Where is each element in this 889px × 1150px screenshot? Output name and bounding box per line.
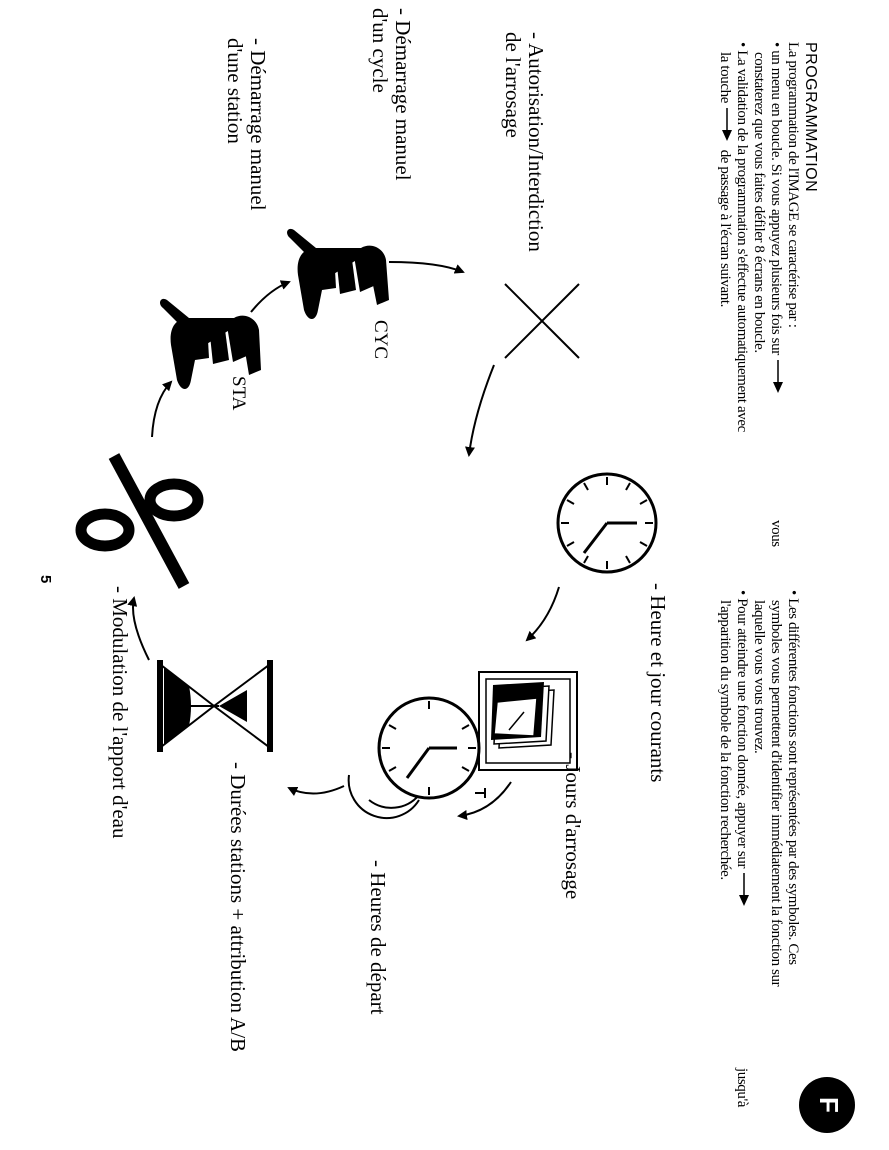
percent-icon: [81, 456, 198, 586]
programmation-intro: La programmation de l'IMAGE se caractérise par :: [785, 42, 801, 328]
arrow-clock-to-calendar: [527, 587, 559, 640]
fonctions-text: [716, 590, 801, 1130]
label-demarrage-cycle: [368, 8, 414, 181]
fonctions-bullet1-line3: laquelle vous vous trouvez.: [751, 600, 767, 754]
label-demarrage-station-line2: d'une station: [223, 38, 247, 144]
arrow-alarm-to-hourglass: [289, 786, 344, 794]
programmation-bullet1-line1: • un menu en boucle. Si vous appuyez plusieurs fois sur: [768, 42, 784, 355]
label-autorisation-line2: de l'arrosage: [501, 32, 525, 138]
label-demarrage-station: [223, 38, 269, 211]
programmation-bullet2-line2b: de passage à l'écran suivant.: [717, 149, 733, 307]
arrow-sta-to-cyc: [251, 282, 289, 312]
label-demarrage-cycle-line2: d'un cycle: [368, 8, 392, 93]
label-heure-jour: - Heure et jour courants: [646, 583, 670, 783]
arrow-cross-to-clock: [469, 365, 494, 455]
programmation-bullet1-line2: constaterez que vous faites défiler 8 écrans en boucle.: [751, 52, 767, 353]
label-jours-arrosage: - Jours d'arrosage: [561, 752, 585, 900]
fonctions-bullet2-word: jusqu'à: [734, 1068, 750, 1108]
label-cyc: CYC: [370, 320, 391, 360]
label-demarrage-station-line1: - Démarrage manuel: [246, 38, 270, 211]
fonctions-bullet2-line2: l'apparition du symbole de la fonction recherchée.: [717, 600, 733, 880]
hand-cyc-icon: [287, 229, 389, 319]
arrow-right-icon: [767, 358, 784, 394]
label-autorisation-line1: - Autorisation/Interdiction: [524, 32, 548, 252]
fonctions-bullet1-line1: • Les différentes fonctions sont représentées par des symboles. Ces: [785, 590, 801, 965]
arrow-cyc-to-cross: [389, 262, 463, 272]
fonctions-bullet1-line2: symboles vous permettent d'identifier immédiatement la fonction sur: [768, 600, 784, 987]
programmation-bullet1-word: vous: [768, 520, 784, 547]
arrow-calendar-to-alarm: [459, 782, 511, 816]
programmation-bullet2-line1: • La validation de la programmation s'effectue automatiquement avec: [734, 42, 750, 432]
language-badge-letter: F: [814, 1097, 844, 1113]
label-demarrage-cycle-line1: - Démarrage manuel: [391, 8, 415, 181]
arrow-hourglass-to-percent: [133, 598, 149, 660]
alarm-clock-icon: [349, 698, 485, 818]
label-sta: STA: [228, 376, 249, 411]
arrow-percent-to-sta: [152, 382, 171, 437]
arrow-right-icon: [733, 871, 750, 907]
label-autorisation: [501, 32, 547, 252]
section-title: PROGRAMMATION: [802, 42, 819, 193]
programmation-bullet2-line2a: la touche: [717, 52, 733, 103]
hourglass-icon: [157, 660, 273, 752]
cross-icon: [505, 284, 579, 358]
label-modulation: - Modulation de l'apport d'eau: [108, 586, 132, 839]
label-durees: - Durées stations + attribution A/B: [226, 762, 250, 1053]
fonctions-bullet2-line1: • Pour atteindre une fonction donnée, appuyer sur: [734, 590, 750, 869]
clock-icon: [558, 474, 656, 572]
arrow-right-icon: [716, 106, 733, 146]
page-number: 5: [37, 575, 54, 584]
programmation-text: [716, 42, 801, 562]
label-heures-depart: - Heures de départ: [366, 860, 390, 1015]
